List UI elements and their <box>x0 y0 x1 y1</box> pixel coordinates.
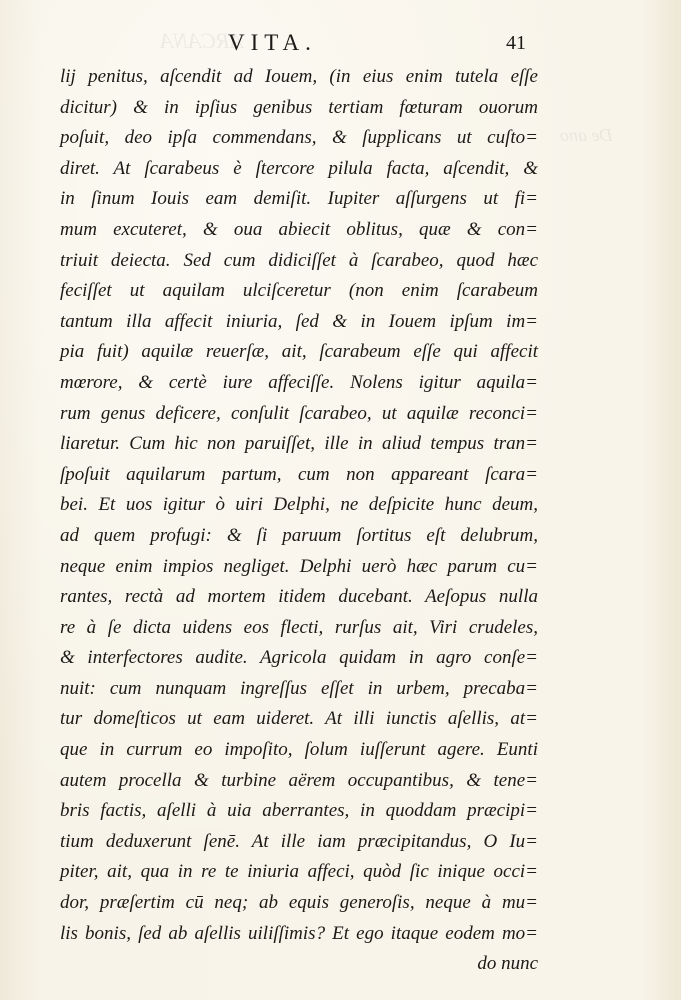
text-line: re à ſe dicta uidens eos flecti, rurſus ait, Viri crudeles, <box>60 616 538 638</box>
text-line: dicitur) & in ipſius genibus tertiam fœturam ouorum <box>60 96 538 118</box>
bleed-through-shadow: ARCANA <box>160 28 244 53</box>
catchword: do nunc <box>477 953 538 975</box>
text-line: bei. Et uos igitur ò uiri Delphi, ne deſpicite hunc deum, <box>60 494 538 516</box>
text-line: ad quem profugi: & ſi paruum ſortitus eſt delubrum, <box>60 524 538 546</box>
text-line: dor, præſertim cū neq; ab equis generoſis, neque à mu= <box>60 892 538 914</box>
text-line: tium deduxerunt ſenē. At ille iam præcipitandus, O Iu= <box>60 830 538 852</box>
text-line: tur domeſticos ut eam uideret. At illi iunctis aſellis, at= <box>60 708 538 730</box>
text-line: piter, ait, qua in re te iniuria affeci, quòd ſic inique occi= <box>60 861 538 883</box>
text-line: liaretur. Cum hic non paruiſſet, ille in aliud tempus tran= <box>60 433 538 455</box>
text-line: mum excuteret, & oua abiecit oblitus, quæ & con= <box>60 218 538 240</box>
text-line: rum genus deficere, conſulit ſcarabeo, ut aquilæ reconci= <box>60 402 538 424</box>
text-line: tantum illa affecit iniuria, ſed & in Iouem ipſum im= <box>60 310 538 332</box>
bleed-through-shadow: De ano <box>560 125 613 145</box>
text-line: triuit deiecta. Sed cum didiciſſet à ſcarabeo, quod hæc <box>60 249 538 271</box>
text-line: lis bonis, ſed ab aſellis uiliſſimis? Et ego itaque eodem mo= <box>60 922 538 944</box>
text-line: nuit: cum nunquam ingreſſus eſſet in urbem, precaba= <box>60 677 538 699</box>
text-line: rantes, rectà ad mortem itidem ducebant. Aeſopus nulla <box>60 586 538 608</box>
text-line: neque enim impios negliget. Delphi uerò hæc parum cu= <box>60 555 538 577</box>
text-line: que in currum eo impoſito, ſolum iuſſerunt agere. Eunti <box>60 739 538 761</box>
text-line: ſpoſuit aquilarum partum, cum non appareant ſcara= <box>60 463 538 485</box>
text-line: poſuit, deo ipſa commendans, & ſupplicans ut cuſto= <box>60 127 538 149</box>
text-line: feciſſet ut aquilam ulciſceretur (non enim ſcarabeum <box>60 280 538 302</box>
text-line: autem procella & turbine aërem occupantibus, & tene= <box>60 769 538 791</box>
text-line: & interfectores audite. Agricola quidam in agro conſe= <box>60 647 538 669</box>
page-number: 41 <box>506 32 526 54</box>
text-line: pia fuit) aquilæ reuerſæ, ait, ſcarabeum eſſe qui affecit <box>60 341 538 363</box>
running-head: VITA. <box>228 30 317 55</box>
text-line: in ſinum Iouis eam demiſit. Iupiter aſſurgens ut fi= <box>60 188 538 210</box>
page-header <box>0 30 681 60</box>
text-line: bris factis, aſelli à uia aberrantes, in quoddam præcipi= <box>60 800 538 822</box>
text-line: mœrore, & certè iure affeciſſe. Nolens igitur aquila= <box>60 371 538 393</box>
main-text-block <box>60 62 538 980</box>
text-line: lij penitus, aſcendit ad Iouem, (in eius enim tutela eſſe <box>60 66 538 87</box>
text-line: diret. At ſcarabeus è ſtercore pilula facta, aſcendit, & <box>60 157 538 179</box>
